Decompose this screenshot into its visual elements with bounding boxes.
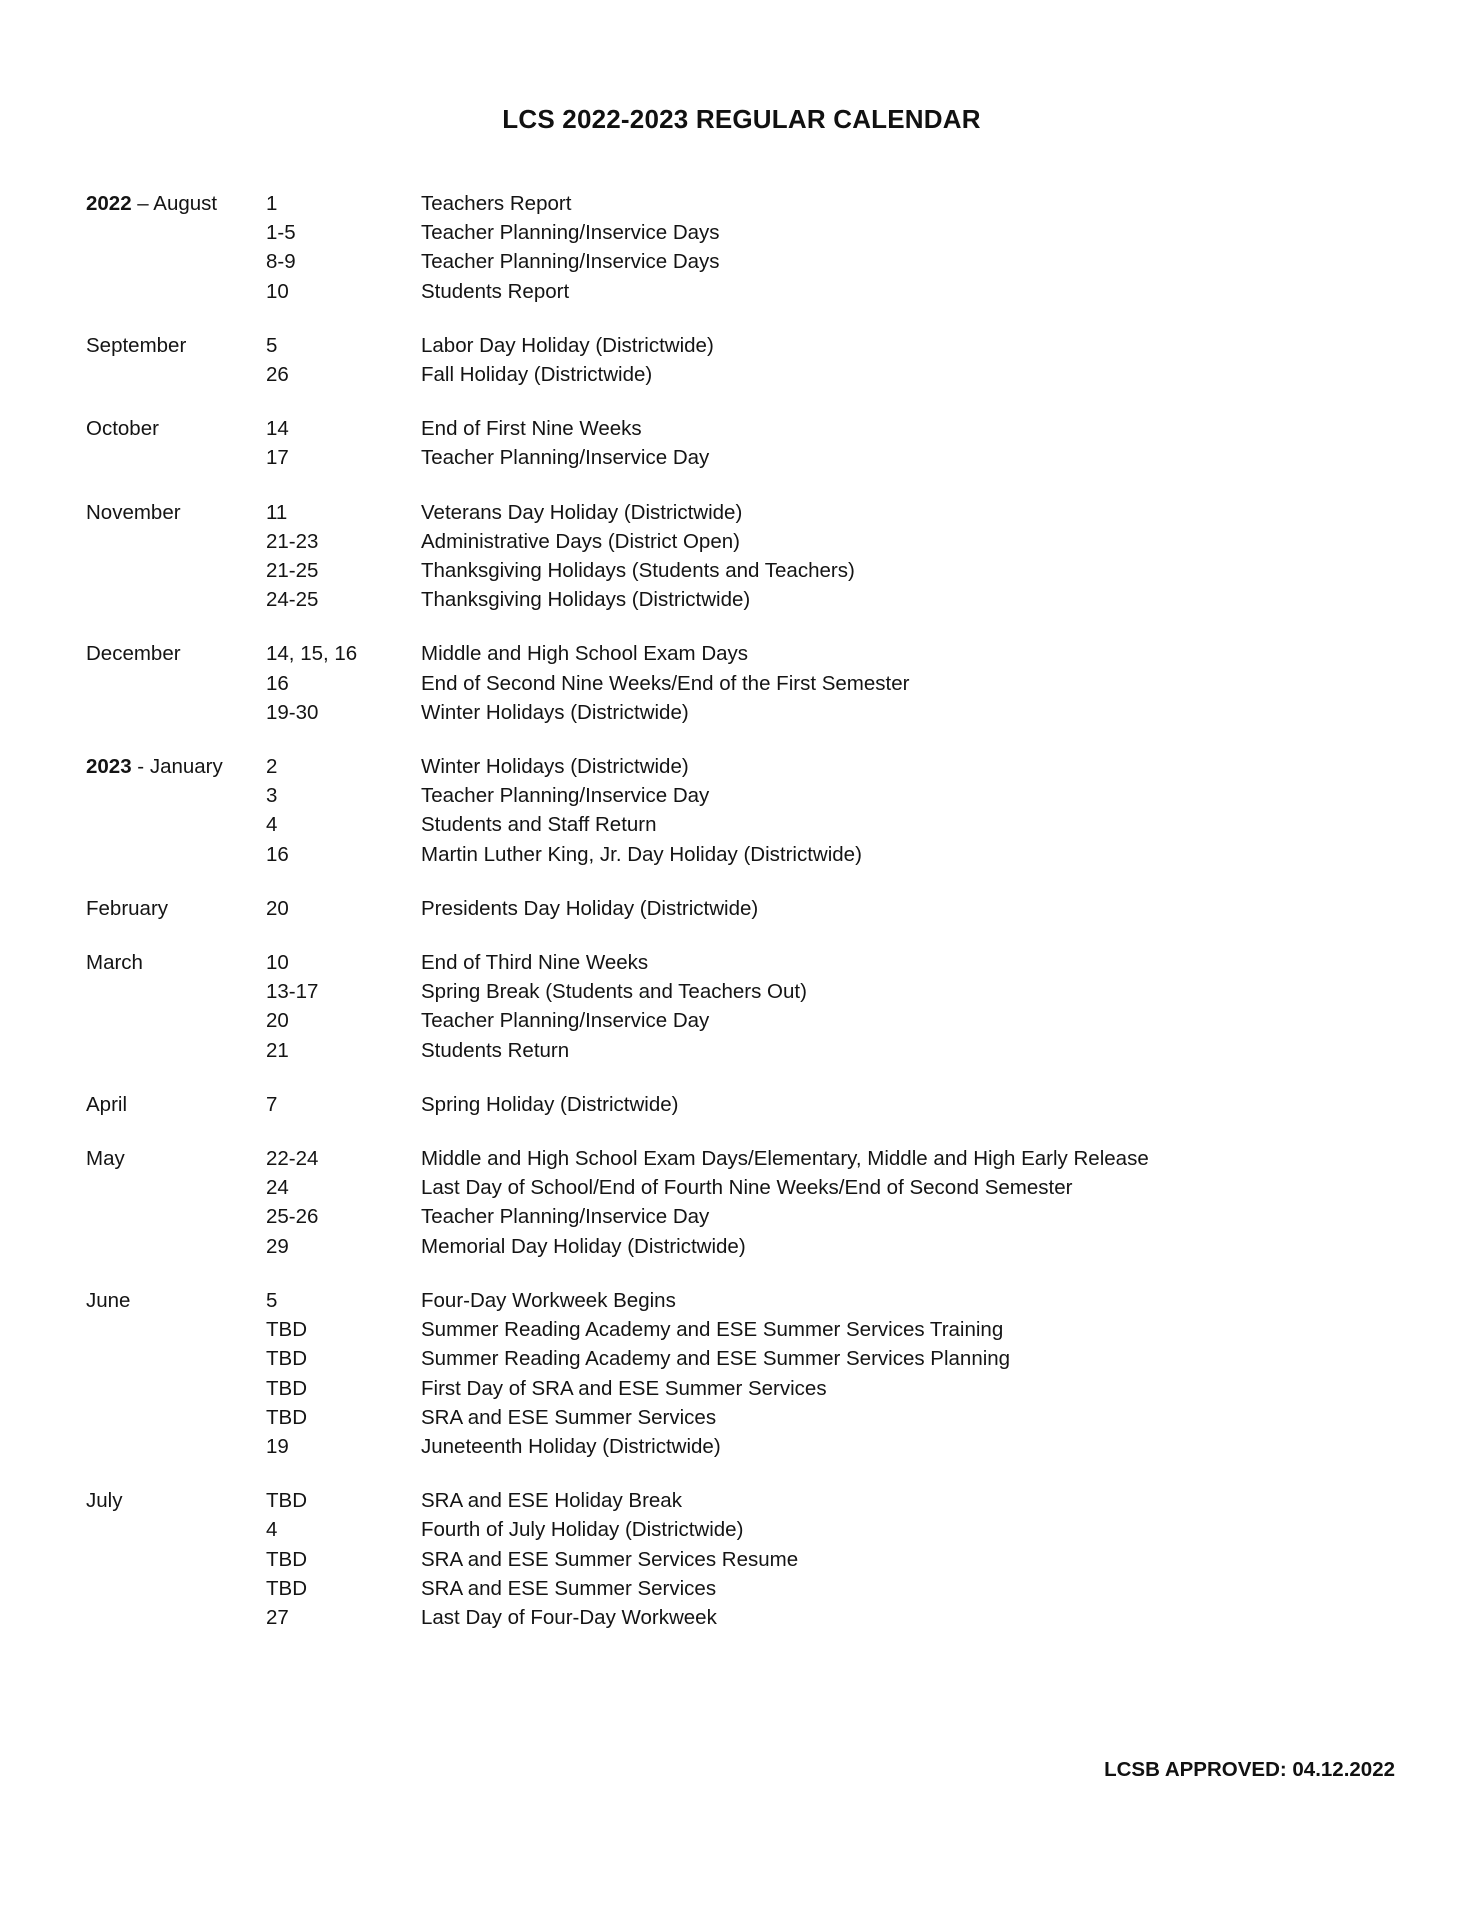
month-label bbox=[86, 1090, 266, 1119]
month-label bbox=[86, 498, 266, 527]
calendar-entry-row bbox=[86, 414, 1423, 443]
entry-dates: 8-9 bbox=[266, 250, 296, 274]
entry-description: First Day of SRA and ESE Summer Services bbox=[421, 1376, 827, 1400]
entry-dates: TBD bbox=[266, 1347, 307, 1371]
entry-dates: 29 bbox=[266, 1234, 289, 1258]
calendar-entry-row bbox=[86, 840, 1423, 869]
entry-dates: 21-25 bbox=[266, 559, 319, 583]
month-name: March bbox=[86, 951, 143, 975]
calendar-entry-row bbox=[86, 277, 1423, 306]
calendar-entry-row bbox=[86, 698, 1423, 727]
entry-description: Middle and High School Exam Days/Elementary, Middle and High Early Release bbox=[421, 1147, 1149, 1171]
entry-description: SRA and ESE Summer Services Resume bbox=[421, 1547, 799, 1571]
entry-dates: 4 bbox=[266, 1518, 278, 1542]
calendar-entry-row bbox=[86, 1515, 1423, 1544]
month-label bbox=[86, 414, 266, 443]
month-block bbox=[86, 1144, 1423, 1261]
entry-dates: 21-23 bbox=[266, 529, 319, 553]
approval-footer: LCSB APPROVED: 04.12.2022 bbox=[1104, 1758, 1395, 1781]
year-label: 2023 bbox=[86, 755, 132, 779]
entry-dates: 1 bbox=[266, 192, 278, 215]
calendar-entry-row bbox=[86, 1603, 1423, 1632]
calendar-entry-row bbox=[86, 1315, 1423, 1344]
entry-description: Last Day of Four-Day Workweek bbox=[421, 1605, 717, 1629]
entry-dates: 10 bbox=[266, 951, 289, 975]
month-label bbox=[86, 894, 266, 923]
month-block bbox=[86, 894, 1423, 923]
month-block bbox=[86, 189, 1423, 306]
month-block bbox=[86, 1486, 1423, 1632]
entry-description: Spring Holiday (Districtwide) bbox=[421, 1092, 679, 1116]
calendar-entry-row bbox=[86, 781, 1423, 810]
calendar-entry-row bbox=[86, 189, 1423, 218]
month-name: December bbox=[86, 642, 181, 666]
month-block bbox=[86, 498, 1423, 615]
year-month-separator: – bbox=[131, 192, 154, 215]
entry-description: Four-Day Workweek Begins bbox=[421, 1288, 676, 1312]
entry-description: Thanksgiving Holidays (Districtwide) bbox=[421, 588, 751, 612]
calendar-entry-row bbox=[86, 360, 1423, 389]
month-block bbox=[86, 1090, 1423, 1119]
entry-dates: 2 bbox=[266, 755, 278, 779]
entry-dates: TBD bbox=[266, 1489, 307, 1513]
entry-description: Students and Staff Return bbox=[421, 813, 657, 837]
calendar-entry-row bbox=[86, 894, 1423, 923]
entry-description: Teacher Planning/Inservice Day bbox=[421, 1009, 710, 1033]
calendar-entry-row bbox=[86, 639, 1423, 668]
entry-description: Summer Reading Academy and ESE Summer Services Planning bbox=[421, 1347, 1011, 1371]
month-name: July bbox=[86, 1489, 123, 1513]
entry-description: Juneteenth Holiday (Districtwide) bbox=[421, 1434, 721, 1458]
entry-description: Last Day of School/End of Fourth Nine Weeks/End of Second Semester bbox=[421, 1176, 1073, 1200]
entry-description: Memorial Day Holiday (Districtwide) bbox=[421, 1234, 746, 1258]
calendar-entry-row bbox=[86, 1374, 1423, 1403]
entry-dates: TBD bbox=[266, 1318, 307, 1342]
entry-dates: TBD bbox=[266, 1547, 307, 1571]
month-name: April bbox=[86, 1092, 128, 1116]
calendar-entry-row bbox=[86, 247, 1423, 276]
entry-dates: 14 bbox=[266, 417, 289, 441]
entry-description: Winter Holidays (Districtwide) bbox=[421, 755, 689, 779]
month-name: June bbox=[86, 1288, 131, 1312]
year-label: 2022 bbox=[86, 192, 132, 215]
entry-description: Presidents Day Holiday (Districtwide) bbox=[421, 896, 759, 920]
calendar-entry-row bbox=[86, 1344, 1423, 1373]
calendar-entry-row bbox=[86, 1036, 1423, 1065]
entry-dates: 20 bbox=[266, 1009, 289, 1033]
entry-description: SRA and ESE Holiday Break bbox=[421, 1489, 682, 1513]
entry-description: Teachers Report bbox=[421, 192, 572, 215]
entry-dates: 19-30 bbox=[266, 700, 319, 724]
entry-dates: 26 bbox=[266, 363, 289, 387]
entry-dates: 16 bbox=[266, 842, 289, 866]
entry-dates: 3 bbox=[266, 784, 278, 808]
calendar-entry-row bbox=[86, 585, 1423, 614]
entry-description: Fourth of July Holiday (Districtwide) bbox=[421, 1518, 744, 1542]
entry-description: Spring Break (Students and Teachers Out) bbox=[421, 980, 807, 1004]
calendar-entry-row bbox=[86, 1144, 1423, 1173]
entry-description: Fall Holiday (Districtwide) bbox=[421, 363, 653, 387]
month-block bbox=[86, 752, 1423, 869]
entry-dates: 24 bbox=[266, 1176, 289, 1200]
month-label bbox=[86, 948, 266, 977]
calendar-entry-row bbox=[86, 498, 1423, 527]
calendar-entry-row bbox=[86, 669, 1423, 698]
calendar-entry-row bbox=[86, 331, 1423, 360]
entry-description: Middle and High School Exam Days bbox=[421, 642, 749, 666]
month-block bbox=[86, 948, 1423, 1065]
entry-description: SRA and ESE Summer Services bbox=[421, 1576, 717, 1600]
entry-dates: 27 bbox=[266, 1605, 289, 1629]
month-label bbox=[86, 189, 266, 218]
entry-dates: 19 bbox=[266, 1434, 289, 1458]
month-name: February bbox=[86, 896, 169, 920]
entry-dates: 16 bbox=[266, 671, 289, 695]
entry-dates: 24-25 bbox=[266, 588, 319, 612]
entry-description: Students Report bbox=[421, 279, 570, 303]
year-month-separator: - bbox=[131, 755, 150, 779]
month-label bbox=[86, 1486, 266, 1515]
month-label bbox=[86, 331, 266, 360]
entry-description: Teacher Planning/Inservice Day bbox=[421, 784, 710, 808]
calendar-entry-row bbox=[86, 218, 1423, 247]
entry-description: Winter Holidays (Districtwide) bbox=[421, 700, 689, 724]
month-name: September bbox=[86, 333, 187, 357]
entry-dates: 22-24 bbox=[266, 1147, 319, 1171]
entry-description: Summer Reading Academy and ESE Summer Services Training bbox=[421, 1318, 1004, 1342]
entry-dates: 1-5 bbox=[266, 221, 296, 245]
month-block bbox=[86, 331, 1423, 389]
calendar-entry-row bbox=[86, 1574, 1423, 1603]
month-label bbox=[86, 1144, 266, 1173]
page-title: LCS 2022-2023 REGULAR CALENDAR bbox=[502, 104, 981, 134]
entry-dates: 11 bbox=[266, 500, 288, 524]
calendar-entries-list bbox=[0, 189, 1483, 1632]
calendar-entry-row bbox=[86, 556, 1423, 585]
entry-dates: 20 bbox=[266, 896, 289, 920]
entry-dates: 17 bbox=[266, 446, 289, 470]
entry-dates: 10 bbox=[266, 279, 289, 303]
entry-dates: 5 bbox=[266, 333, 278, 357]
calendar-entry-row bbox=[86, 948, 1423, 977]
calendar-entry-row bbox=[86, 1286, 1423, 1315]
entry-dates: TBD bbox=[266, 1376, 307, 1400]
entry-dates: TBD bbox=[266, 1576, 307, 1600]
month-block bbox=[86, 414, 1423, 472]
entry-description: End of First Nine Weeks bbox=[421, 417, 642, 441]
calendar-entry-row bbox=[86, 1090, 1423, 1119]
calendar-entry-row bbox=[86, 1486, 1423, 1515]
entry-description: Martin Luther King, Jr. Day Holiday (Districtwide) bbox=[421, 842, 862, 866]
calendar-entry-row bbox=[86, 1432, 1423, 1461]
entry-description: SRA and ESE Summer Services bbox=[421, 1405, 717, 1429]
calendar-entry-row bbox=[86, 1202, 1423, 1231]
entry-dates: 21 bbox=[266, 1038, 289, 1062]
month-name: May bbox=[86, 1147, 125, 1171]
entry-description: End of Third Nine Weeks bbox=[421, 951, 649, 975]
month-block bbox=[86, 639, 1423, 727]
entry-description: Teacher Planning/Inservice Day bbox=[421, 1205, 710, 1229]
entry-description: Teacher Planning/Inservice Day bbox=[421, 446, 710, 470]
entry-dates: 14, 15, 16 bbox=[266, 642, 358, 666]
calendar-entry-row bbox=[86, 1545, 1423, 1574]
entry-dates: 25-26 bbox=[266, 1205, 319, 1229]
month-name: January bbox=[149, 755, 223, 779]
calendar-entry-row bbox=[86, 527, 1423, 556]
calendar-entry-row bbox=[86, 1173, 1423, 1202]
calendar-entry-row bbox=[86, 752, 1423, 781]
entry-dates: 13-17 bbox=[266, 980, 319, 1004]
entry-description: Teacher Planning/Inservice Days bbox=[421, 221, 720, 245]
month-name: August bbox=[153, 192, 218, 215]
calendar-entry-row bbox=[86, 1006, 1423, 1035]
entry-dates: 4 bbox=[266, 813, 278, 837]
entry-description: End of Second Nine Weeks/End of the First Semester bbox=[421, 671, 910, 695]
entry-description: Thanksgiving Holidays (Students and Teachers) bbox=[421, 559, 855, 583]
entry-dates: TBD bbox=[266, 1405, 307, 1429]
calendar-entry-row bbox=[86, 443, 1423, 472]
month-label bbox=[86, 639, 266, 668]
entry-description: Labor Day Holiday (Districtwide) bbox=[421, 333, 714, 357]
entry-description: Veterans Day Holiday (Districtwide) bbox=[421, 500, 743, 524]
month-name: November bbox=[86, 500, 181, 524]
month-label bbox=[86, 752, 266, 781]
calendar-entry-row bbox=[86, 977, 1423, 1006]
calendar-entry-row bbox=[86, 1232, 1423, 1261]
month-name: October bbox=[86, 417, 159, 441]
entry-description: Administrative Days (District Open) bbox=[421, 529, 740, 553]
month-label bbox=[86, 1286, 266, 1315]
calendar-entry-row bbox=[86, 1403, 1423, 1432]
calendar-entry-row bbox=[86, 810, 1423, 839]
entry-description: Teacher Planning/Inservice Days bbox=[421, 250, 720, 274]
entry-dates: 5 bbox=[266, 1288, 278, 1312]
month-block bbox=[86, 1286, 1423, 1461]
entry-description: Students Return bbox=[421, 1038, 570, 1062]
entry-dates: 7 bbox=[266, 1092, 278, 1116]
